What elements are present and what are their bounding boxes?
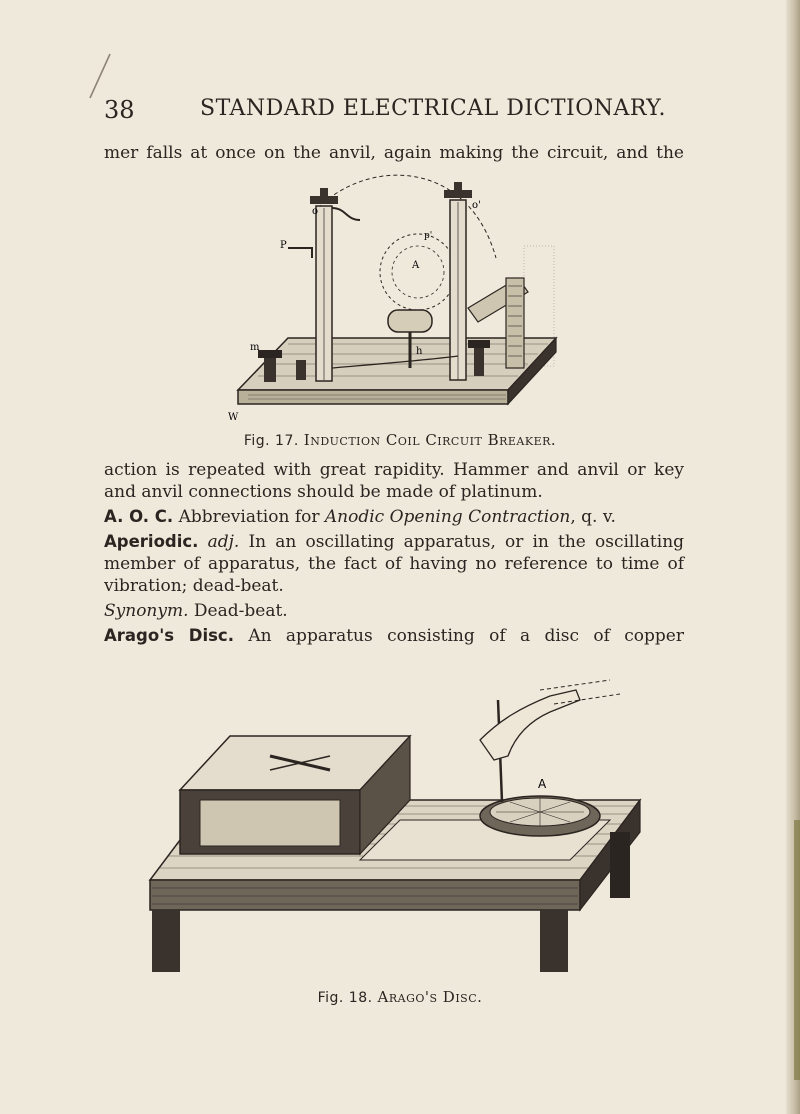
fig17-label-p: P (280, 240, 287, 251)
figure-18-illustration (140, 660, 660, 980)
pencil-mark (86, 52, 116, 102)
entry-aperiodic-term: Aperiodic. (104, 532, 199, 551)
figure-18-caption-text: Arago's Disc. (377, 988, 483, 1006)
fig17-label-o: o (312, 206, 319, 217)
fig17-label-o-prime: o' (472, 200, 481, 211)
entry-aperiodic-line-3: vibration; dead-beat. (104, 576, 284, 596)
figure-18-caption-label: Fig. 18. (317, 990, 373, 1006)
fig18-label-a: A (538, 777, 547, 791)
entry-synonym (104, 600, 684, 622)
fig17-label-p-prime: p' (424, 231, 433, 241)
text-line-3: and anvil connections should be made of platinum. (104, 482, 543, 502)
entry-aoc-text: Abbreviation for (178, 507, 325, 527)
fig17-label-w: W (228, 412, 239, 423)
running-header (104, 96, 704, 130)
entry-arago-line-1 (104, 625, 684, 647)
fig17-label-m: m (250, 342, 260, 353)
entry-arago-text: An apparatus consisting of a disc of copper (248, 626, 684, 646)
entry-arago-term: Arago's Disc. (104, 626, 234, 645)
entry-aoc (104, 506, 684, 528)
text-line-2: action is repeated with great rapidity. Hammer and anvil or key (104, 460, 684, 480)
page-number: 38 (104, 96, 135, 124)
synonym-label: Synonym. (104, 601, 189, 621)
text-line-1: mer falls at once on the anvil, again making the circuit, and the (104, 143, 684, 163)
figure-17-caption-label: Fig. 17. (243, 433, 299, 449)
page-edge-shadow (786, 0, 800, 1114)
figure-17-caption (0, 431, 800, 449)
running-title: STANDARD ELECTRICAL DICTIONARY. (200, 96, 666, 121)
entry-aoc-term: A. O. C. (104, 507, 174, 526)
synonym-text: Dead-beat. (193, 601, 288, 621)
fig17-label-a: A (412, 260, 420, 271)
entry-aoc-italic: Anodic Opening Contraction (324, 507, 571, 527)
figure-17-illustration (228, 168, 568, 428)
entry-aperiodic-line-2: member of apparatus, the fact of having no reference to time of (104, 554, 684, 574)
figure-17-caption-text: Induction Coil Circuit Breaker. (303, 431, 557, 449)
entry-aoc-tail: , q. v. (570, 507, 616, 527)
entry-aperiodic-pos: adj. (207, 532, 240, 552)
figure-18-caption (0, 988, 800, 1006)
entry-aperiodic-line-1 (104, 531, 684, 553)
entry-aperiodic-text: In an oscillating apparatus, or in the oscillating (248, 532, 685, 552)
fig17-label-h: h (416, 346, 423, 357)
